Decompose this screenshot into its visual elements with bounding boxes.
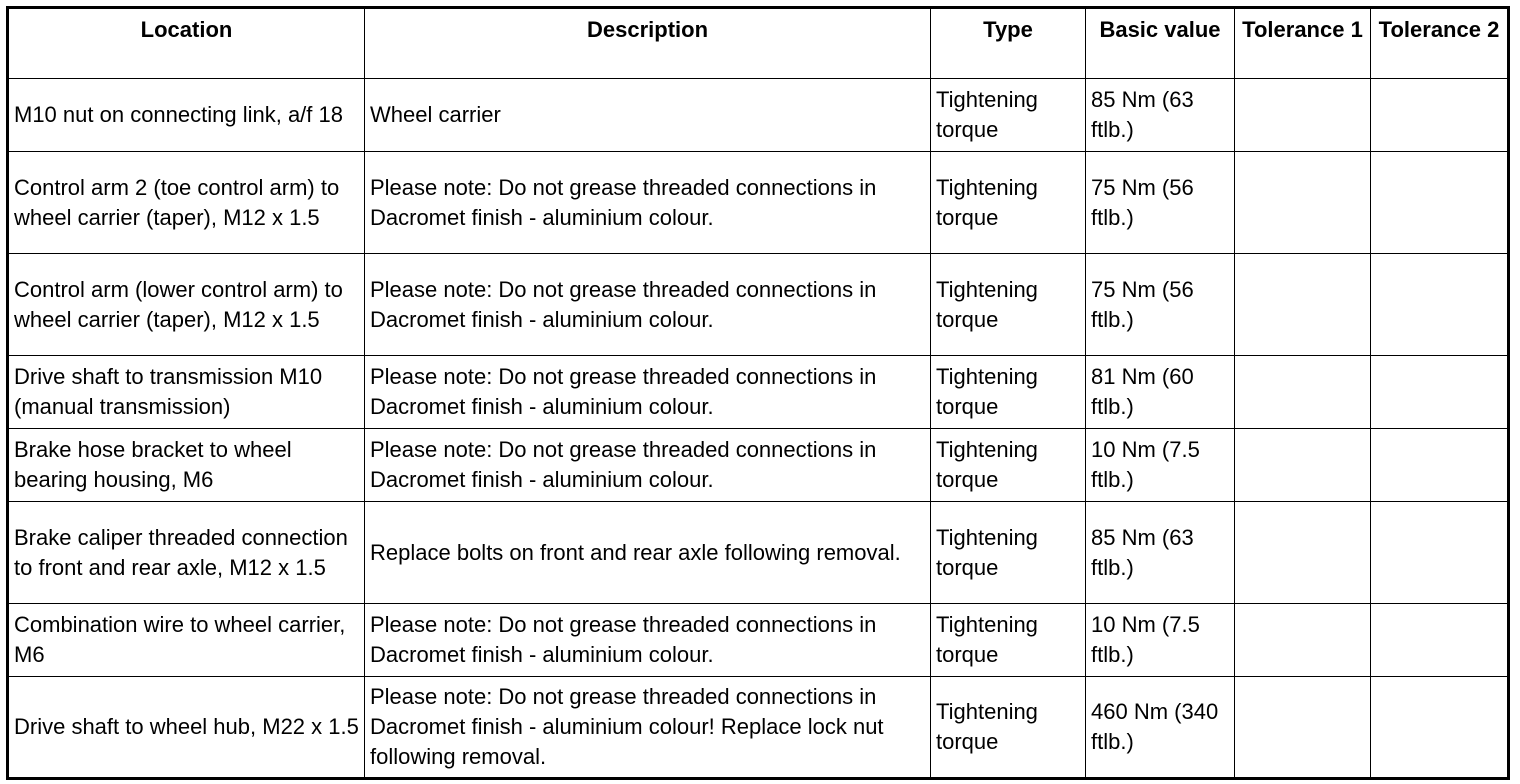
cell-description: Please note: Do not grease threaded connections in Dacromet finish - aluminium colour. (365, 254, 931, 356)
cell-type: Tightening torque (931, 254, 1086, 356)
header-row (8, 8, 1509, 79)
cell-description: Please note: Do not grease threaded connections in Dacromet finish - aluminium colour. (365, 152, 931, 254)
cell-type: Tightening torque (931, 152, 1086, 254)
cell-description: Please note: Do not grease threaded connections in Dacromet finish - aluminium colour. (365, 429, 931, 502)
cell-basic-value: 460 Nm (340 ftlb.) (1086, 677, 1235, 779)
table-row (8, 502, 1509, 604)
cell-location: Control arm 2 (toe control arm) to wheel carrier (taper), M12 x 1.5 (8, 152, 365, 254)
cell-tolerance-2 (1371, 356, 1509, 429)
cell-description: Wheel carrier (365, 79, 931, 152)
table-row (8, 677, 1509, 779)
cell-basic-value: 10 Nm (7.5 ftlb.) (1086, 429, 1235, 502)
cell-basic-value: 85 Nm (63 ftlb.) (1086, 79, 1235, 152)
header-location: Location (8, 8, 365, 79)
torque-spec-table (6, 6, 1510, 780)
cell-location: Brake hose bracket to wheel bearing housing, M6 (8, 429, 365, 502)
cell-tolerance-2 (1371, 502, 1509, 604)
cell-tolerance-2 (1371, 152, 1509, 254)
cell-tolerance-1 (1235, 356, 1371, 429)
cell-tolerance-1 (1235, 604, 1371, 677)
cell-description: Please note: Do not grease threaded connections in Dacromet finish - aluminium colour. (365, 604, 931, 677)
cell-tolerance-2 (1371, 677, 1509, 779)
header-description: Description (365, 8, 931, 79)
cell-description: Please note: Do not grease threaded connections in Dacromet finish - aluminium colour! Replace lock nut following removal. (365, 677, 931, 779)
table-row (8, 152, 1509, 254)
cell-tolerance-2 (1371, 79, 1509, 152)
cell-location: Brake caliper threaded connection to front and rear axle, M12 x 1.5 (8, 502, 365, 604)
cell-tolerance-1 (1235, 79, 1371, 152)
cell-type: Tightening torque (931, 604, 1086, 677)
cell-description: Replace bolts on front and rear axle following removal. (365, 502, 931, 604)
cell-basic-value: 85 Nm (63 ftlb.) (1086, 502, 1235, 604)
cell-tolerance-2 (1371, 254, 1509, 356)
header-tolerance-1: Tolerance 1 (1235, 8, 1371, 79)
cell-basic-value: 75 Nm (56 ftlb.) (1086, 254, 1235, 356)
cell-tolerance-1 (1235, 254, 1371, 356)
cell-location: Drive shaft to wheel hub, M22 x 1.5 (8, 677, 365, 779)
header-type: Type (931, 8, 1086, 79)
table-row (8, 356, 1509, 429)
cell-location: Combination wire to wheel carrier, M6 (8, 604, 365, 677)
header-basic-value: Basic value (1086, 8, 1235, 79)
table-row (8, 429, 1509, 502)
cell-type: Tightening torque (931, 79, 1086, 152)
cell-tolerance-1 (1235, 152, 1371, 254)
cell-tolerance-1 (1235, 502, 1371, 604)
cell-tolerance-2 (1371, 604, 1509, 677)
table-row (8, 79, 1509, 152)
cell-type: Tightening torque (931, 356, 1086, 429)
cell-location: Control arm (lower control arm) to wheel carrier (taper), M12 x 1.5 (8, 254, 365, 356)
cell-tolerance-1 (1235, 429, 1371, 502)
cell-description: Please note: Do not grease threaded connections in Dacromet finish - aluminium colour. (365, 356, 931, 429)
cell-location: Drive shaft to transmission M10 (manual transmission) (8, 356, 365, 429)
cell-type: Tightening torque (931, 677, 1086, 779)
cell-basic-value: 10 Nm (7.5 ftlb.) (1086, 604, 1235, 677)
cell-type: Tightening torque (931, 502, 1086, 604)
cell-basic-value: 75 Nm (56 ftlb.) (1086, 152, 1235, 254)
cell-tolerance-2 (1371, 429, 1509, 502)
header-tolerance-2: Tolerance 2 (1371, 8, 1509, 79)
table-row (8, 604, 1509, 677)
table-row (8, 254, 1509, 356)
cell-type: Tightening torque (931, 429, 1086, 502)
cell-tolerance-1 (1235, 677, 1371, 779)
cell-basic-value: 81 Nm (60 ftlb.) (1086, 356, 1235, 429)
cell-location: M10 nut on connecting link, a/f 18 (8, 79, 365, 152)
